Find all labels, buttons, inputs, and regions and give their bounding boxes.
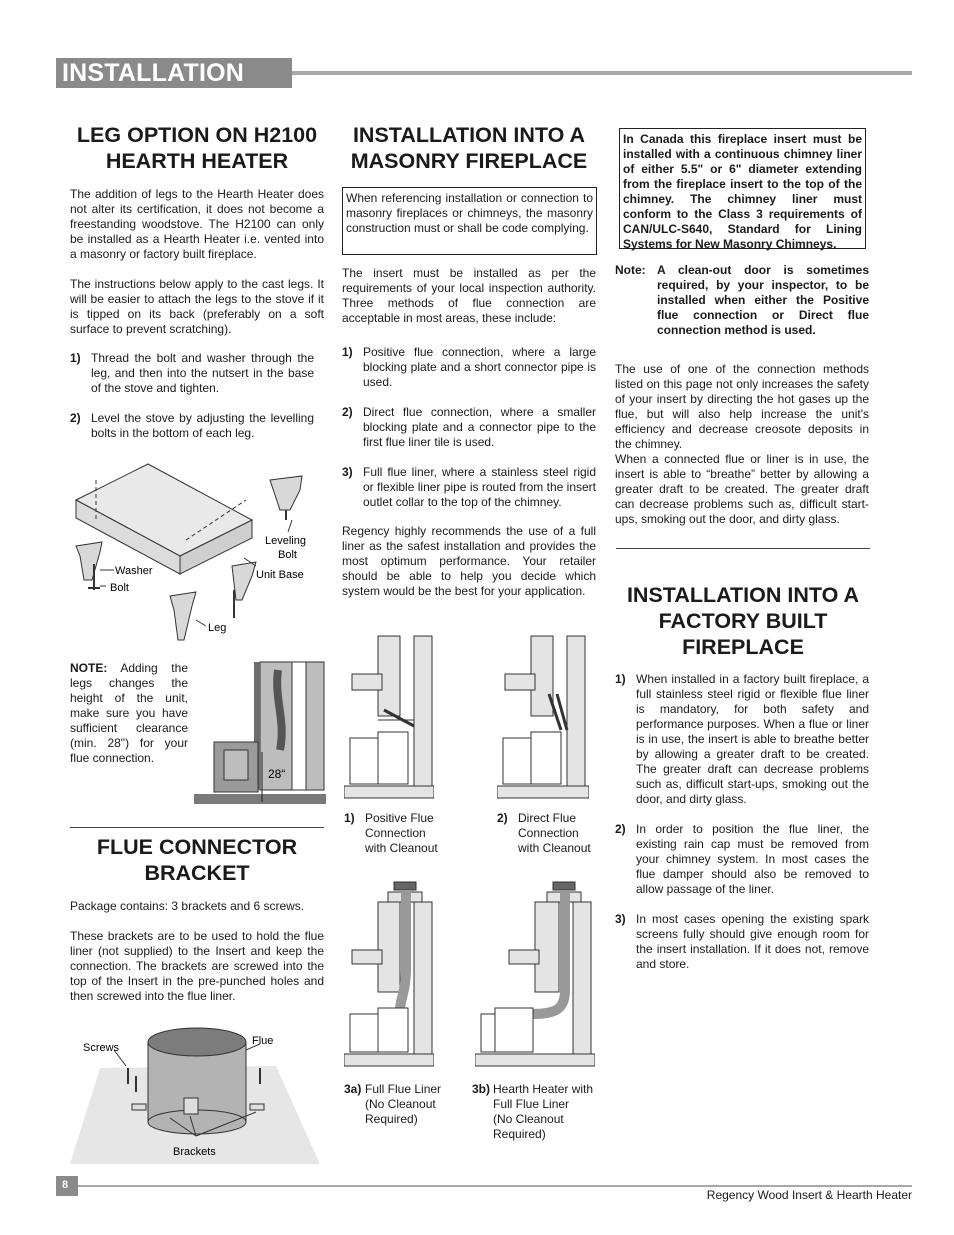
unit-base-label: Unit Base (256, 569, 304, 581)
flue-bracket-illustration (70, 1020, 320, 1168)
masonry-intro: The insert must be installed as per the requirements of your local inspection authority. Three methods of flue connection are acceptable in most areas, these include: (342, 266, 596, 325)
factory-step-2: 2) In order to position the flue liner, the existing rain cap must be removed from your chimney system. In most cases the flue damper should also be removed to allow passage of the liner. (615, 822, 869, 896)
footer-title: Regency Wood Insert & Hearth Heater (706, 1188, 912, 1202)
header-rule (292, 71, 912, 75)
flue-label: Flue (252, 1035, 274, 1047)
leg-option-heading: LEG OPTION ON H2100 HEARTH HEATER (76, 123, 318, 173)
leg-note: NOTE: Adding the legs changes the height of the unit, make sure you have sufficient clearance (min. 28") for your flue connection. (70, 661, 188, 765)
cleanout-note: Note: A clean-out door is sometimes required, by your inspector, to be installed when either the Positive flue connection or Direct flue connection method is used. (615, 263, 869, 337)
masonry-method-1: 1) Positive flue connection, where a large blocking plate and a short connector pipe is used. (342, 345, 596, 389)
leg-option-paragraph-2: The instructions below apply to the cast legs. It will be easier to attach the legs to the stove if it is tipped on its back (preferably on a soft surface to prevent scratching). (70, 277, 324, 336)
flue-package-text: Package contains: 3 brackets and 6 screws. (70, 899, 305, 913)
canada-requirement-box: In Canada this fireplace insert must be installed with a continuous chimney liner of either 5.5" or 6" diameter extending from the fireplace insert to the top of the chimney. The chimney liner must conform to the Class 3 requirements of CAN/ULC-S640, Standard for Lining Systems for New Masonry Chimneys. (619, 128, 866, 249)
clearance-illustration (194, 660, 326, 820)
brackets-label: Brackets (173, 1146, 216, 1158)
full-liner-diagram (344, 880, 434, 1070)
factory-step-1: 1) When installed in a factory built fireplace, a full stainless steel rigid or flexible flue liner is mandatory, for both safety and performance purposes. When a flue or liner is in use, the insert is able to breathe better by allowing a greater draft to be created. The greater draft can decrease problems such as, difficult start-ups, smoking out the door, and dirty glass. (615, 672, 869, 806)
caption-direct-flue: 2) Direct Flue Connection with Cleanout (497, 811, 591, 855)
masonry-fireplace-heading: INSTALLATION INTO A MASONRY FIREPLACE (350, 123, 588, 173)
caption-positive-flue: 1) Positive Flue Connection with Cleanout (344, 811, 438, 855)
page-number: 8 (62, 1179, 69, 1191)
screws-label: Screws (83, 1042, 120, 1054)
breathe-paragraph: When a connected flue or liner is in use, the insert is able to “breathe” better by allowing a greater draft to be created. The greater draft can decrease problems such as, difficult start-ups, smoking out the door, and dirty glass. (615, 452, 869, 526)
hearth-heater-liner-diagram (475, 880, 595, 1070)
flue-connector-heading: FLUE CONNECTOR BRACKET (96, 835, 298, 885)
factory-built-heading: INSTALLATION INTO A FACTORY BUILT FIREPLACE (626, 583, 860, 659)
caption-full-liner: 3a) Full Flue Liner (No Cleanout Required) (344, 1082, 442, 1126)
leg-step-1: 1) Thread the bolt and washer through the leg, and then into the nutsert in the base of the stove and tighten. (70, 351, 314, 395)
footer-rule (78, 1185, 912, 1187)
masonry-code-box: When referencing installation or connection to masonry fireplaces or chimneys, the masonry construction must or shall be code complying. (342, 187, 597, 255)
page-number-badge (56, 1176, 78, 1196)
caption-hearth-heater-liner: 3b) Hearth Heater with Full Flue Liner (No Cleanout Required) (472, 1082, 594, 1141)
positive-flue-diagram (344, 634, 434, 802)
leg-label: Leg (208, 622, 227, 634)
factory-step-3: 3) In most cases opening the existing spark screens fully should give enough room for the insert installation. If it does not, remove and store. (615, 912, 869, 971)
leg-assembly-illustration (66, 460, 328, 650)
divider (70, 827, 324, 828)
masonry-method-2: 2) Direct flue connection, where a smaller blocking plate and a connector pipe to the first flue liner tile is used. (342, 405, 596, 449)
leg-step-2: 2) Level the stove by adjusting the levelling bolts in the bottom of each leg. (70, 411, 314, 440)
leveling-bolt-label: Bolt (278, 549, 297, 561)
masonry-method-3: 3) Full flue liner, where a stainless steel rigid or flexible liner pipe is routed from the insert outlet collar to the top of the chimney. (342, 465, 596, 509)
divider (616, 548, 870, 549)
bolt-label: Bolt (110, 582, 129, 594)
leg-option-paragraph-1: The addition of legs to the Hearth Heater does not alter its certification, it does not become a freestanding woodstove. The H2100 can only be installed as a Hearth Heater i.e. vented into a masonry or factory built fireplace. (70, 187, 324, 261)
connection-safety-paragraph: The use of one of the connection methods listed on this page not only increases the safety of your insert by directing the hot gases up the flue, but will also help increase the unit's efficiency and decrease creosote deposits in the chimney. (615, 362, 869, 451)
washer-label: Washer (115, 565, 153, 577)
leveling-label: Leveling (265, 535, 306, 547)
flue-bracket-paragraph: These brackets are to be used to hold the flue liner (not supplied) to the Insert and keep the connection. The brackets are screwed into the top of the Insert in the pre-punched holes and then screwed into the flue liner. (70, 929, 324, 1003)
section-header-title: INSTALLATION (62, 59, 245, 87)
clearance-value: 28“ (268, 767, 286, 781)
masonry-recommendation: Regency highly recommends the use of a full liner as the safest installation and provides the most optimum performance. Your retailer should be able to help you decide which system would be the best for your application. (342, 524, 596, 598)
direct-flue-diagram (497, 634, 589, 802)
section-header-bar (56, 58, 292, 88)
